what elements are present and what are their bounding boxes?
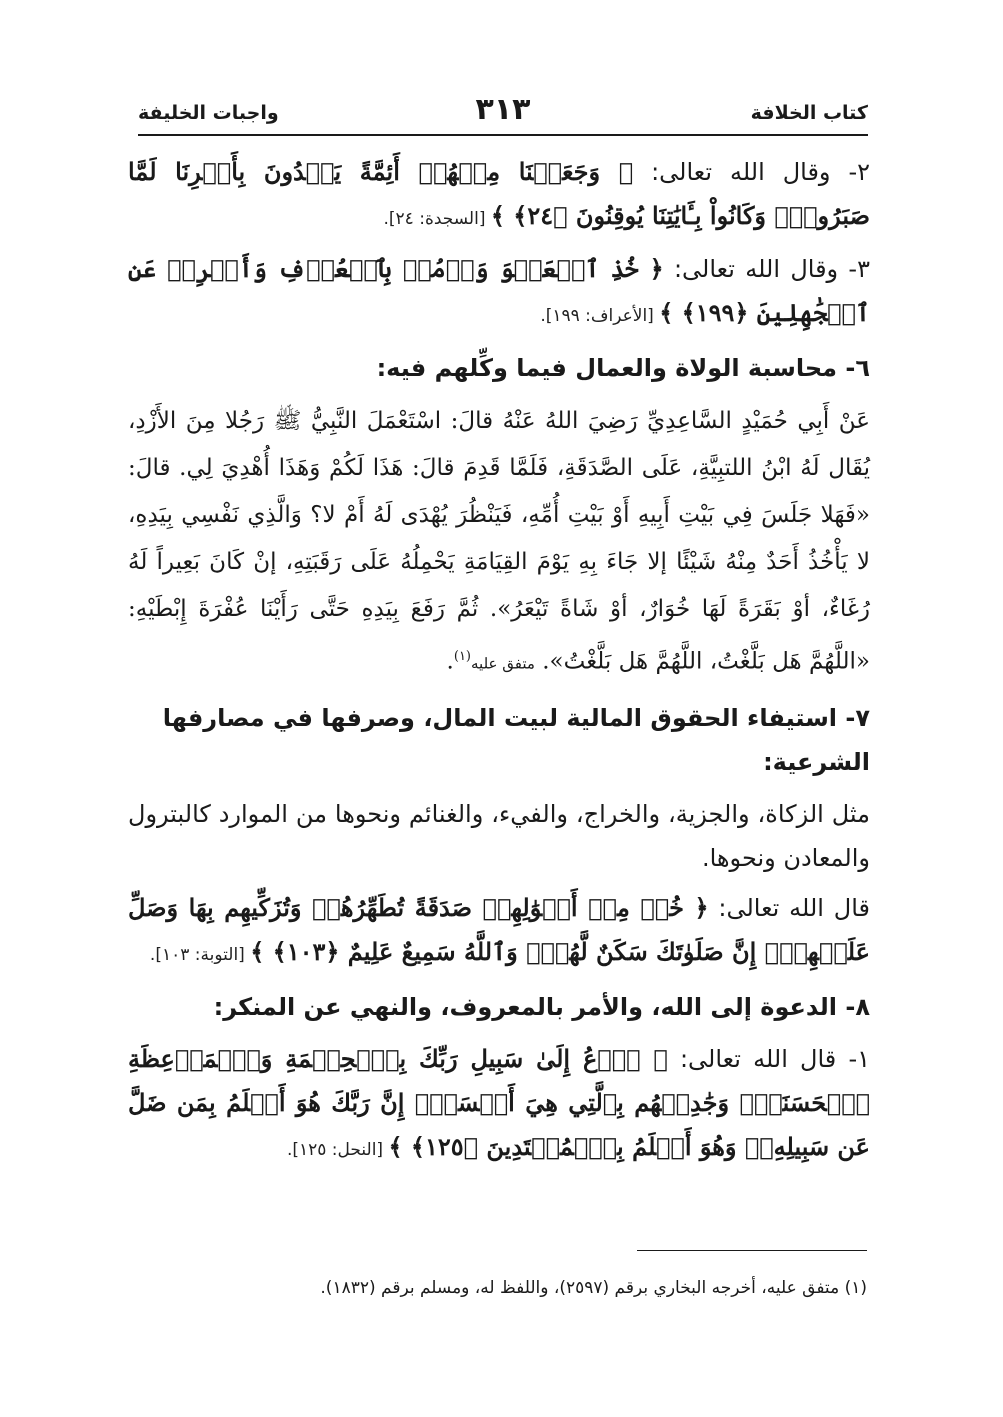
- verse-intro: قال الله تعالى:: [708, 893, 870, 922]
- main-text: [128, 150, 870, 1178]
- quran-verse: ﴿ خُذِ ٱلۡعَفۡوَ وَأۡمُرۡ بِٱلۡعُرۡفِ وَأَعۡرِضۡ عَنِ ٱلۡجَٰهِلِينَ ﴿١٩٩﴾ ﴾: [128, 254, 870, 327]
- chapter-title: واجبات الخليفة: [138, 102, 279, 124]
- hadith-body: عَنْ أَبِي حُمَيْدٍ السَّاعِدِيِّ رَضِيَ اللهُ عَنْهُ قالَ: اسْتَعْمَلَ النَّبِيُّ ﷺ رَجُلا مِنَ الأَزْدِ، يُقَال لَهُ ابْنُ اللتبِيَّةِ، عَلَى الصَّدَقَةِ، فَلَمَّا قَدِمَ قالَ: هَذَا لَكُمْ وَهَذَا أُهْدِيَ لِي. قالَ: «فَهَلا جَلَسَ فِي بَيْتِ أَبِيهِ أَوْ بَيْتِ أُمِّهِ، فَيَنْظُرَ يُهْدَى لَهُ أَمْ لا؟ وَالَّذِي نَفْسِي بِيَدِهِ، لا يَأْخُذُ أَحَدٌ مِنْهُ شَيْئًا إلا جَاءَ بِهِ يَوْمَ القِيَامَةِ يَحْمِلُهُ عَلَى رَقَبَتِهِ، إنْ كَانَ بَعِيراً لَهُ رُغَاءٌ، أوْ بَقَرَةً لَهَا خُوَارٌ، أوْ شَاةً تَيْعَرُ». ثُمَّ رَفَعَ بِيَدِهِ حَتَّى رَأَيْنَا عُفْرَةَ إِبْطَيْهِ: «اللَّهُمَّ هَل بَلَّغْتُ، اللَّهُمَّ هَل بَلَّغْتُ».: [128, 408, 870, 675]
- running-header: [138, 92, 868, 132]
- verse-item-3: [128, 247, 870, 338]
- verse-item-tawbah: [128, 886, 870, 977]
- verse-reference: [السجدة: ٢٤].: [383, 209, 491, 229]
- verse-reference: [النحل: ١٢٥].: [286, 1139, 389, 1160]
- section-heading-6: ٦- محاسبة الولاة والعمال فيما وكِّلهم فيه:: [376, 354, 870, 382]
- book-title: كتاب الخلافة: [750, 102, 868, 124]
- footnote-marker: (١): [453, 649, 471, 664]
- verse-reference: [الأعراف: ١٩٩].: [540, 306, 660, 326]
- verse-intro: ٣- وقال الله تعالى:: [663, 255, 870, 283]
- section-heading-7: ٧- استيفاء الحقوق المالية لبيت المال، وصرفها في مصارفها الشرعية:: [162, 703, 870, 776]
- quran-verse: ﴿ خُذۡ مِنۡ أَمۡوَٰلِهِمۡ صَدَقَةً تُطَهِّرُهُمۡ وَتُزَكِّيهِم بِهَا وَصَلِّ عَلَيۡهِمۡۖ إِنَّ صَلَوٰتَكَ سَكَنٌ لَّهُمۡۗ وَٱللَّهُ سَمِيعٌ عَلِيمٌ ﴿١٠٣﴾ ﴾: [128, 892, 870, 966]
- paragraph-resources: مثل الزكاة، والجزية، والخراج، والفيء، والغنائم ونحوها من الموارد كالبترول والمعادن ونحوها.: [128, 799, 870, 872]
- verse-intro: ٢- وقال الله تعالى:: [633, 158, 871, 186]
- hadith-text: عَنْ أَبِي حُمَيْدٍ السَّاعِدِيِّ رَضِيَ اللهُ عَنْهُ قالَ: اسْتَعْمَلَ النَّبِيُّ ﷺ رَجُلا مِنَ الأَزْدِ، يُقَال لَهُ ابْنُ اللتبِيَّةِ، عَلَى الصَّدَقَةِ، فَلَمَّا قَدِمَ قالَ: هَذَا لَكُمْ وَهَذَا أُهْدِيَ لِي. قالَ: «فَهَلا جَلَسَ فِي بَيْتِ أَبِيهِ أَوْ بَيْتِ أُمِّهِ، فَيَنْظُرَ يُهْدَى لَهُ أَمْ لا؟ وَالَّذِي نَفْسِي بِيَدِهِ، لا يَأْخُذُ أَحَدٌ مِنْهُ شَيْئًا إلا جَاءَ بِهِ يَوْمَ القِيَامَةِ يَحْمِلُهُ عَلَى رَقَبَتِهِ، إنْ كَانَ بَعِيراً لَهُ رُغَاءٌ، أوْ بَقَرَةً لَهَا خُوَارٌ، أوْ شَاةً تَيْعَرُ». ثُمَّ رَفَعَ بِيَدِهِ حَتَّى رَأَيْنَا عُفْرَةَ إِبْطَيْهِ: «اللَّهُمَّ هَل بَلَّغْتُ، اللَّهُمَّ هَل بَلَّغْتُ». متفق عليه$^{(١)}$.: [128, 408, 870, 675]
- verse-reference: [التوبة: ١٠٣].: [149, 944, 251, 965]
- footnote-divider: [637, 1250, 867, 1251]
- section-heading-8: ٨- الدعوة إلى الله، والأمر بالمعروف، والنهي عن المنكر:: [213, 992, 870, 1021]
- page-number: ٣١٣: [475, 92, 531, 127]
- verse-item-2: [128, 150, 870, 241]
- hadith-grading: متفق عليه: [471, 654, 535, 673]
- verse-intro: ١- قال الله تعالى:: [667, 1044, 870, 1073]
- footnote-text: (١) متفق عليه، أخرجه البخاري برقم (٢٥٩٧)، واللفظ له، ومسلم برقم (١٨٣٢).: [320, 1278, 867, 1298]
- verse-item-1: [128, 1037, 870, 1172]
- quran-verse: ﴿ وَجَعَلۡنَا مِنۡهُمۡ أَئِمَّةً يَهۡدُونَ بِأَمۡرِنَا لَمَّا صَبَرُواْۖ وَكَانُواْ بِـَٔايَٰتِنَا يُوقِنُونَ ﴿٢٤﴾ ﴾: [128, 157, 870, 230]
- header-divider: [138, 134, 868, 136]
- quran-verse: ﴿ ٱدۡعُ إِلَىٰ سَبِيلِ رَبِّكَ بِٱلۡحِكۡمَةِ وَٱلۡمَوۡعِظَةِ ٱلۡحَسَنَةِۖ وَجَٰدِلۡهُم بِٱلَّتِي هِيَ أَحۡسَنُۚ إِنَّ رَبَّكَ هُوَ أَعۡلَمُ بِمَن ضَلَّ عَن سَبِيلِهِۦۖ وَهُوَ أَعۡلَمُ بِٱلۡمُهۡتَدِينَ ﴿١٢٥﴾ ﴾: [128, 1043, 870, 1161]
